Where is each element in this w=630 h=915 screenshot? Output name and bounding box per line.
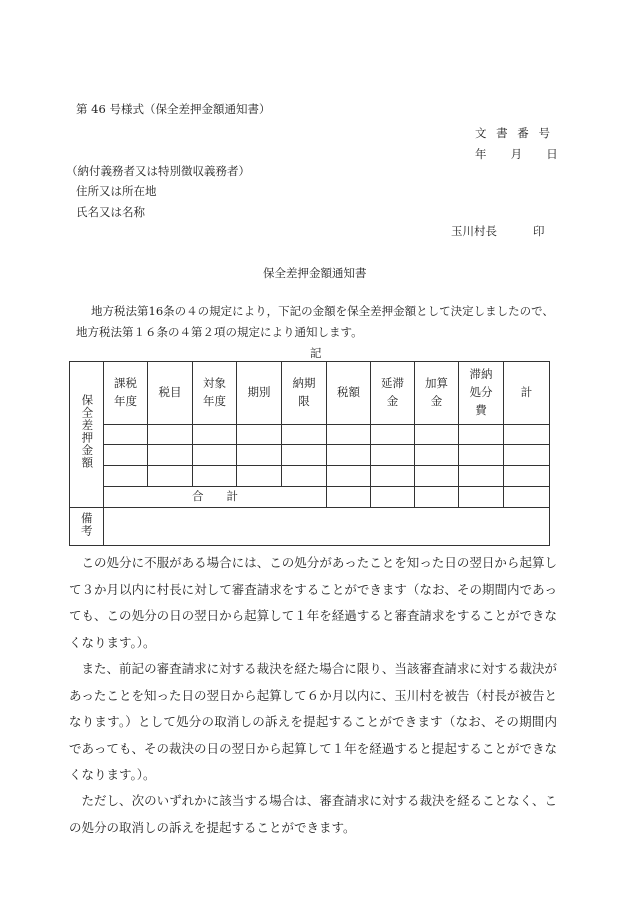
document-title: 保全差押金額通知書 — [263, 266, 367, 280]
data-cell — [193, 425, 237, 445]
form-number: 第 46 号様式（保全差押金額通知書） — [76, 102, 271, 116]
seal-mark: 印 — [533, 224, 545, 238]
col-label: 限 — [298, 394, 310, 408]
total-cell — [415, 487, 459, 508]
total-cell — [327, 487, 371, 508]
ki-label: 記 — [310, 346, 322, 360]
intro-line-1: 地方税法第16条の４の規定により，下記の金額を保全差押金額として決定しましたので、 — [91, 304, 554, 318]
address-label: 住所又は所在地 — [76, 184, 157, 198]
col-header — [415, 362, 459, 425]
remarks-cell — [104, 508, 550, 546]
data-cell — [104, 445, 148, 466]
data-cell — [504, 445, 550, 466]
col-label: 課税 — [114, 376, 137, 391]
col-label: 計 — [520, 385, 533, 400]
paragraph-lawsuit: また、前記の審査請求に対する裁決を経た場合に限り、当該審査請求に対する裁決があったことを知った日の翌日から起算して６か月以内に、玉川村を被告（村長が被告となります。）として処分の取消しの訴えを提起することができます（なお、その期間内であっても、その裁決の日の翌日から起算して１年を経過すると提起することができなくなります。）。 — [69, 661, 557, 782]
row-header-cell — [70, 362, 104, 508]
issuer-name: 玉川村長 — [451, 224, 497, 238]
table-row — [70, 425, 550, 445]
col-label: 滞納 — [469, 367, 493, 382]
data-cell — [282, 445, 327, 466]
data-cell — [504, 425, 550, 445]
col-label: 金 — [430, 394, 443, 408]
data-cell — [459, 445, 504, 466]
data-cell — [459, 425, 504, 445]
col-label: 延滞 — [381, 376, 404, 391]
col-header — [459, 362, 504, 425]
data-cell — [193, 445, 237, 466]
amount-table — [69, 361, 550, 546]
paragraph-appeal: この処分に不服がある場合には、この処分があったことを知った日の翌日から起算して３か月以内に村長に対して審査請求をすることができます（なお、その期間内であっても、この処分の日の翌日から起算して１年を経過すると審査請求をすることができなくなります。）。 — [69, 555, 557, 650]
data-cell — [371, 466, 415, 487]
col-label: 費 — [475, 402, 487, 417]
data-cell — [282, 425, 327, 445]
data-cell — [237, 445, 282, 466]
total-row — [70, 487, 550, 508]
total-label: 合 計 — [192, 489, 238, 504]
data-cell — [504, 466, 550, 487]
data-cell — [148, 425, 193, 445]
data-cell — [282, 466, 327, 487]
col-header — [282, 362, 327, 425]
table-row — [70, 466, 550, 487]
col-label: 税額 — [337, 385, 360, 400]
row-header-label: 保全差押金額 — [80, 394, 95, 470]
col-label: 対象 — [203, 376, 226, 391]
data-cell — [415, 425, 459, 445]
col-label: 処分 — [469, 385, 493, 400]
col-header — [193, 362, 237, 425]
header-row — [70, 362, 550, 425]
col-header — [104, 362, 148, 425]
col-header — [148, 362, 193, 425]
total-cell — [459, 487, 504, 508]
document-number-label: 文 書 番 号 — [475, 126, 553, 140]
col-header — [504, 362, 550, 425]
data-cell — [104, 425, 148, 445]
col-label: 期別 — [247, 385, 271, 400]
data-cell — [148, 445, 193, 466]
total-cell — [371, 487, 415, 508]
remarks-label: 備考 — [79, 512, 94, 538]
col-header — [237, 362, 282, 425]
col-header — [371, 362, 415, 425]
intro-line-2: 地方税法第１６条の４第２項の規定により通知します。 — [76, 325, 363, 339]
table-row — [70, 445, 550, 466]
data-cell — [371, 425, 415, 445]
total-cell — [504, 487, 550, 508]
data-cell — [193, 466, 237, 487]
col-header — [327, 362, 371, 425]
data-cell — [327, 425, 371, 445]
col-label: 年度 — [114, 394, 137, 408]
remarks-label-cell — [70, 508, 104, 546]
col-label: 税目 — [158, 385, 182, 400]
name-label: 氏名又は名称 — [76, 205, 145, 219]
data-cell — [371, 445, 415, 466]
data-cell — [327, 466, 371, 487]
remarks-row — [70, 508, 550, 546]
data-cell — [415, 466, 459, 487]
col-label: 金 — [386, 394, 399, 408]
data-cell — [237, 466, 282, 487]
data-cell — [415, 445, 459, 466]
col-label: 年度 — [203, 394, 226, 408]
data-cell — [148, 466, 193, 487]
data-cell — [459, 466, 504, 487]
data-cell — [237, 425, 282, 445]
data-cell — [104, 466, 148, 487]
col-label: 加算 — [425, 376, 448, 391]
col-label: 納期 — [292, 376, 316, 391]
paragraph-exception: ただし、次のいずれかに該当する場合は、審査請求に対する裁決を経ることなく、この処分の取消しの訴えを提起することができます。 — [69, 793, 557, 835]
total-label-cell — [104, 487, 327, 508]
data-cell — [327, 445, 371, 466]
date-label: 年 月 日 — [475, 147, 561, 161]
recipient-label: （納付義務者又は特別徴収義務者） — [66, 164, 250, 178]
